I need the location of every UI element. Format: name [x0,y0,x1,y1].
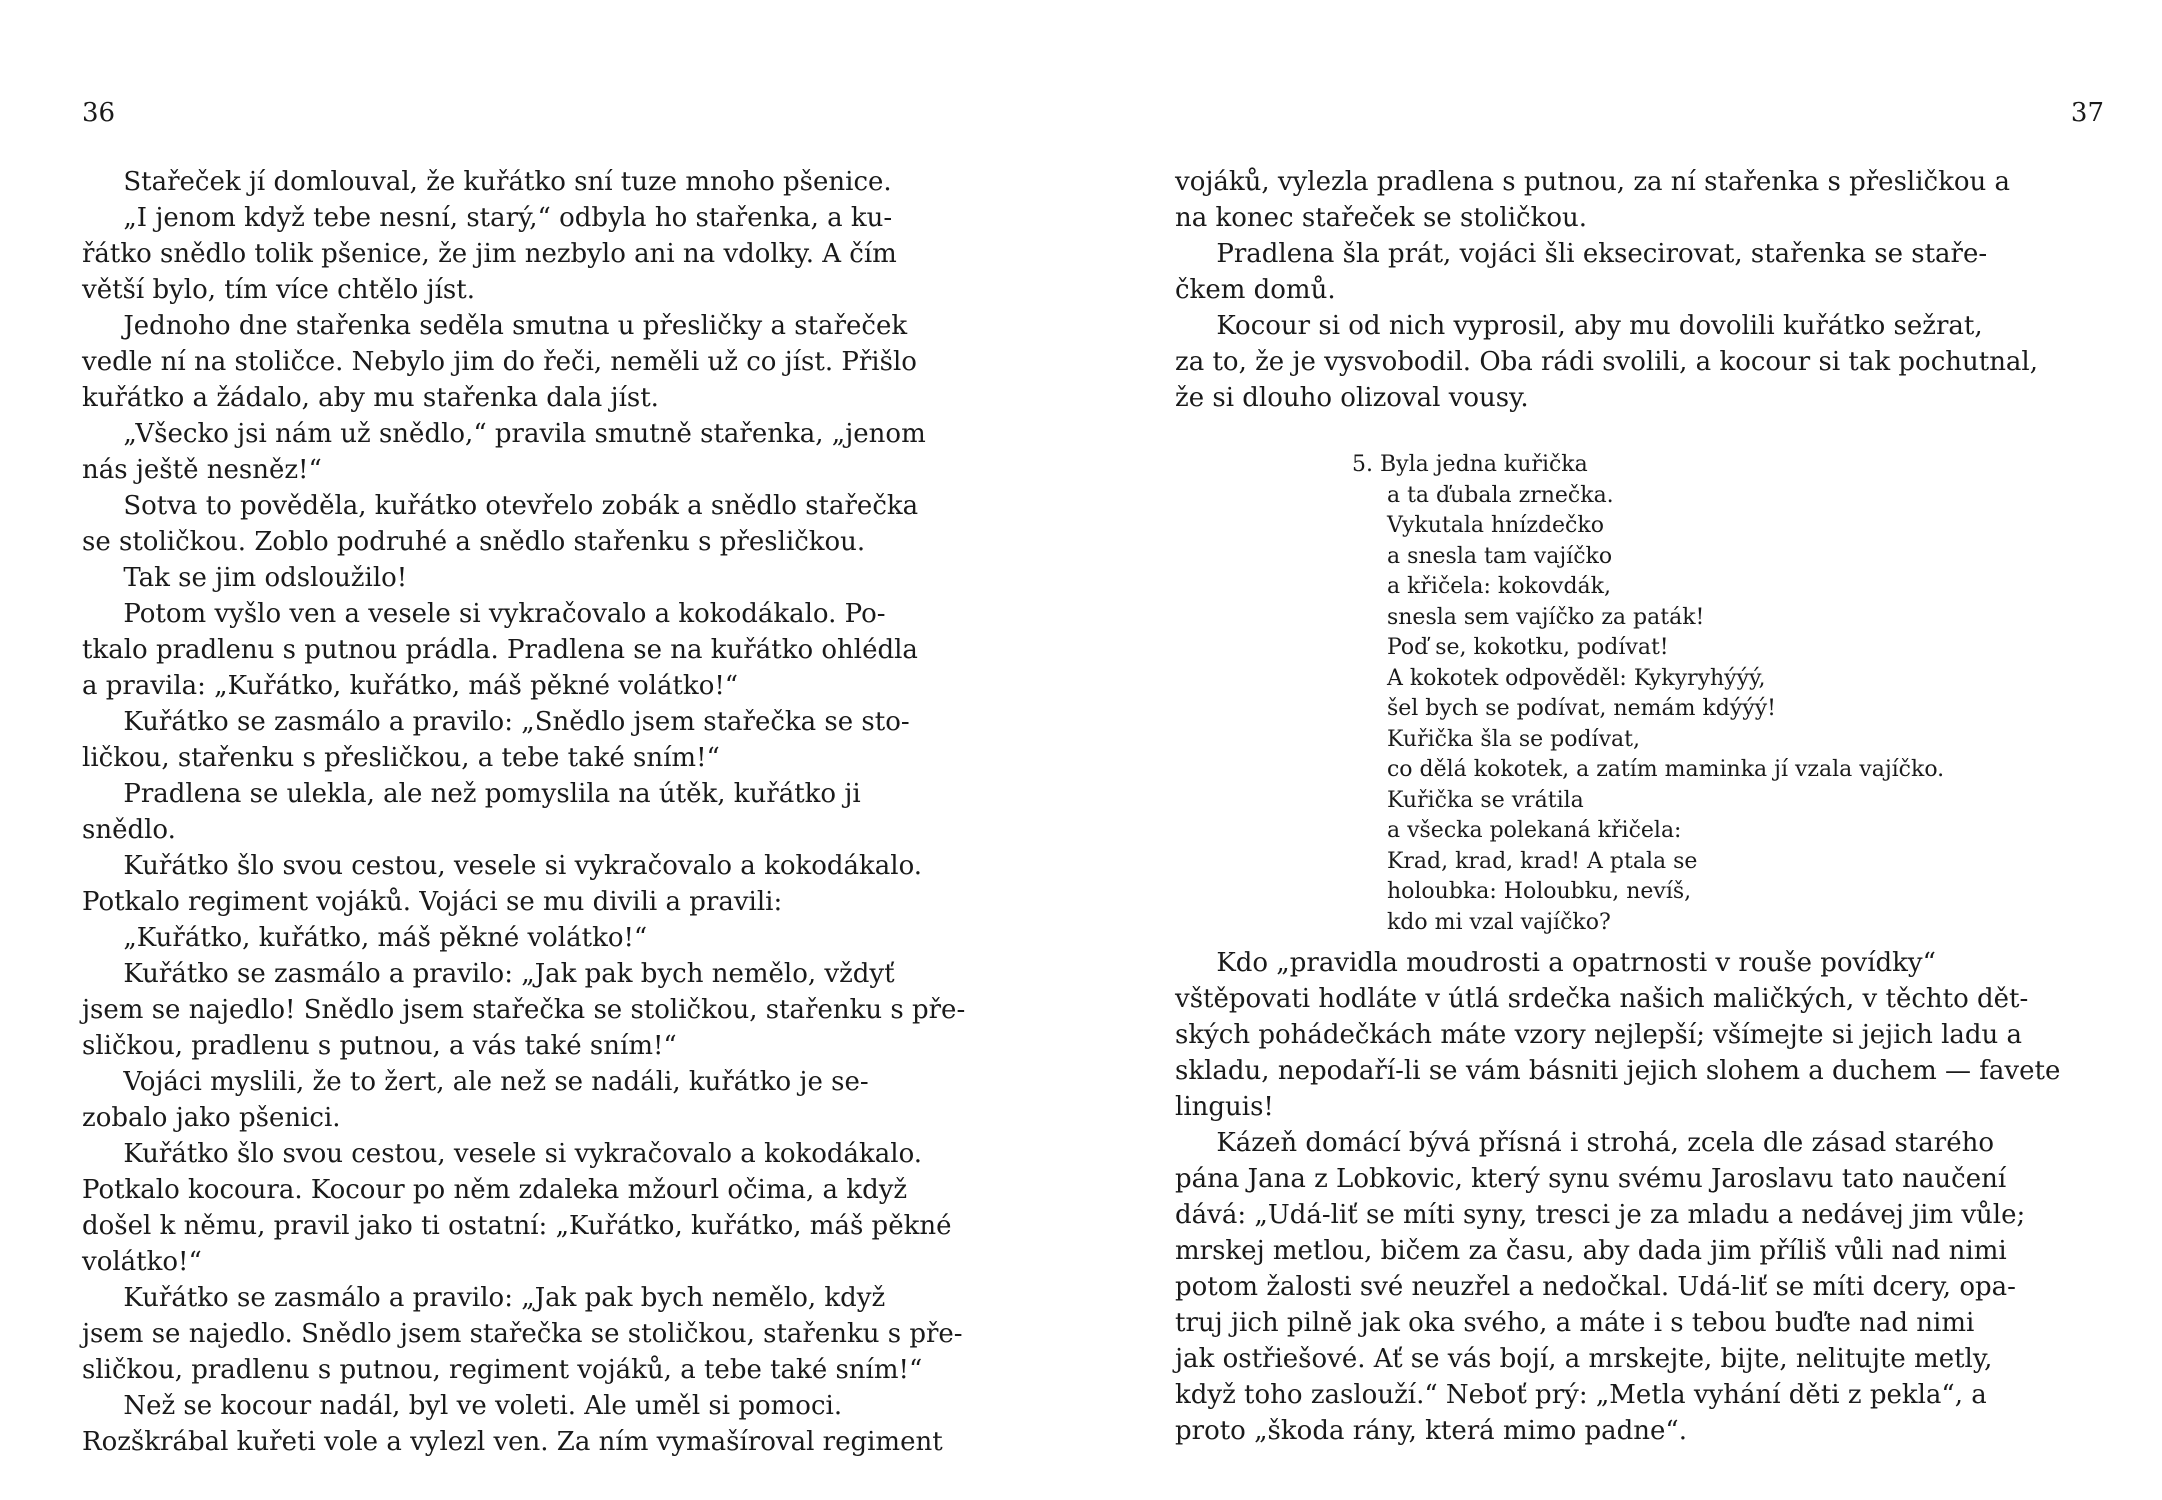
text-line: Vojáci myslili, že to žert, ale než se nadáli, kuřátko je se- [82,1067,869,1097]
text-line: kuřátko a žádalo, aby mu stařenka dala jíst. [82,383,659,413]
text-line: mrskej metlou, bičem za času, aby dada jim příliš vůli nad nimi [1175,1236,2007,1266]
text-line: skladu, nepodaří-li se vám básniti jejich slohem a duchem — favete [1175,1056,2061,1086]
page-number-left: 36 [82,98,116,128]
poem-line: Kuřička se vrátila [1352,787,1584,813]
poem-line: a snesla tam vajíčko [1352,543,1613,569]
poem-line: kdo mi vzal vajíčko? [1352,909,1611,935]
text-line: Stařeček jí domlouval, že kuřátko sní tuze mnoho pšenice. [82,167,892,197]
poem-line: šel bych se podívat, nemám kdýýý! [1352,696,1776,721]
text-line: došel k němu, pravil jako ti ostatní: „Kuřátko, kuřátko, máš pěkné [82,1211,952,1241]
text-line: linguis! [1175,1092,1274,1122]
text-line: „Všecko jsi nám už snědlo,“ pravila smutně stařenka, „jenom [82,419,926,449]
text-line: pána Jana z Lobkovic, který synu svému Jaroslavu tato naučení [1175,1164,2007,1194]
text-line: Pradlena se ulekla, ale než pomyslila na útěk, kuřátko ji [82,779,861,809]
poem-line: Poď se, kokotku, podívat! [1352,635,1669,660]
text-line: sličkou, pradlenu s putnou, a vás také sním!“ [82,1031,677,1061]
text-line: Kuřátko se zasmálo a pravilo: „Snědlo jsem stařečka se sto- [82,707,910,737]
text-line: sličkou, pradlenu s putnou, regiment vojáků, a tebe také sním!“ [82,1355,923,1385]
text-line: ličkou, stařenku s přesličkou, a tebe také sním!“ [82,743,720,773]
text-line: že si dlouho olizoval vousy. [1175,383,1529,413]
text-line: Kuřátko šlo svou cestou, vesele si vykračovalo a kokodákalo. [82,1139,923,1169]
text-line: nás ještě nesněz!“ [82,455,322,485]
poem-block [1352,450,2072,938]
text-line: Kuřátko se zasmálo a pravilo: „Jak pak bych nemělo, vždyť [82,959,895,989]
text-line: vojáků, vylezla pradlena s putnou, za ní stařenka s přesličkou a [1175,167,2011,197]
text-line: Sotva to pověděla, kuřátko otevřelo zobák a snědlo stařečka [82,491,919,521]
right-page-text-bottom [1175,945,2105,1449]
text-line: tkalo pradlenu s putnou prádla. Pradlena se na kuřátko ohlédla [82,635,918,665]
text-line: Potkalo kocoura. Kocour po něm zdaleka mžourl očima, a když [82,1175,908,1205]
text-line: jsem se najedlo. Snědlo jsem stařečka se stoličkou, stařenku s pře- [82,1319,963,1349]
text-line: a pravila: „Kuřátko, kuřátko, máš pěkné volátko!“ [82,671,739,701]
text-line: Kuřátko šlo svou cestou, vesele si vykračovalo a kokodákalo. [82,851,923,881]
text-line: dává: „Udá-liť se míti syny, tresci je za mladu a nedávej jim vůle; [1175,1200,2026,1230]
text-line: snědlo. [82,815,176,845]
poem-line: Kuřička šla se podívat, [1352,726,1640,752]
text-line: řátko snědlo tolik pšenice, že jim nezbylo ani na vdolky. A čím [82,239,897,269]
text-line: proto „škoda rány, která mimo padne“. [1175,1416,1687,1446]
poem-line: co dělá kokotek, a zatím maminka jí vzala vajíčko. [1352,757,1945,782]
poem-line: Vykutala hnízdečko [1352,513,1604,538]
text-line: Kdo „pravidla moudrosti a opatrnosti v rouše povídky“ [1175,948,1936,978]
text-line: Tak se jim odsloužilo! [82,563,408,593]
text-line: čkem domů. [1175,275,1336,305]
left-page-text [82,164,1008,1460]
text-line: na konec stařeček se stoličkou. [1175,203,1588,233]
poem-line: snesla sem vajíčko za paták! [1352,604,1705,630]
text-line: Než se kocour nadál, byl ve voleti. Ale uměl si pomoci. [82,1391,843,1421]
text-line: Pradlena šla prát, vojáci šli eksecirovat, stařenka se staře- [1175,239,1988,269]
text-line: za to, že je vysvobodil. Oba rádi svolili, a kocour si tak pochutnal, [1175,347,2039,377]
text-line: jak ostřiešové. Ať se vás bojí, a mrskejte, bijte, nelitujte metly, [1175,1344,1993,1374]
text-line: potom žalosti své neuzřel a nedočkal. Udá-liť se míti dcery, opa- [1175,1272,2016,1302]
right-page-text-top [1175,164,2105,416]
text-line: Kuřátko se zasmálo a pravilo: „Jak pak bych nemělo, když [82,1283,886,1313]
right-page [1081,0,2162,1500]
page-number-right: 37 [2070,98,2104,128]
text-line: jsem se najedlo! Snědlo jsem stařečka se stoličkou, stařenku s pře- [82,995,966,1025]
poem-line: a ta ďubala zrnečka. [1352,482,1614,508]
text-line: volátko!“ [82,1247,202,1277]
text-line: zobalo jako pšenici. [82,1103,341,1133]
text-line: ských pohádečkách máte vzory nejlepší; všímejte si jejich ladu a [1175,1020,2023,1050]
text-line: Jednoho dne stařenka seděla smutna u přesličky a stařeček [82,311,908,341]
poem-line: a všecka polekaná křičela: [1352,818,1682,843]
poem-line: A kokotek odpověděl: Kykyryhýýý, [1352,665,1766,691]
text-line: větší bylo, tím více chtělo jíst. [82,275,475,305]
poem-line: a křičela: kokovdák, [1352,574,1611,599]
text-line: Rozškrábal kuřeti vole a vylezl ven. Za ním vymašíroval regiment [82,1427,943,1457]
poem-line: holoubka: Holoubku, nevíš, [1352,879,1692,904]
text-line: vštěpovati hodláte v útlá srdečka našich maličkých, v těchto dět- [1175,984,2029,1014]
text-line: se stoličkou. Zoblo podruhé a snědlo stařenku s přesličkou. [82,527,866,557]
text-line: když toho zaslouží.“ Neboť prý: „Metla vyhání děti z pekla“, a [1175,1380,1987,1410]
text-line: „Kuřátko, kuřátko, máš pěkné volátko!“ [82,923,648,953]
text-line: truj jich pilně jak oka svého, a máte i s tebou buďte nad nimi [1175,1308,1975,1338]
poem-line: Krad, krad, krad! A ptala se [1352,848,1698,874]
text-line: „I jenom když tebe nesní, starý,“ odbyla ho stařenka, a ku- [82,203,893,233]
text-line: Kocour si od nich vyprosil, aby mu dovolili kuřátko sežrat, [1175,311,1983,341]
poem-line: 5. Byla jedna kuřička [1352,452,1588,477]
text-line: vedle ní na stoličce. Nebylo jim do řeči, neměli už co jíst. Přišlo [82,347,917,377]
text-line: Potkalo regiment vojáků. Vojáci se mu divili a pravili: [82,887,783,917]
text-line: Kázeň domácí bývá přísná i strohá, zcela dle zásad starého [1175,1128,1994,1158]
text-line: Potom vyšlo ven a vesele si vykračovalo a kokodákalo. Po- [82,599,886,629]
